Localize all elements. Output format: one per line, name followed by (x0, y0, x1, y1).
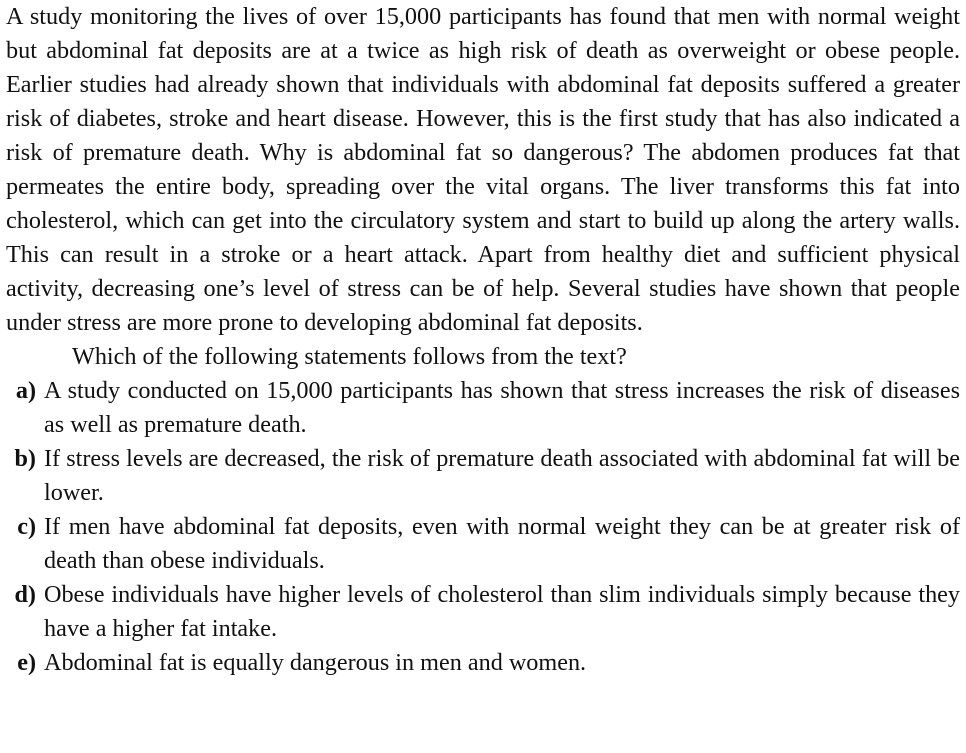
option-letter: e) (17, 649, 36, 676)
answer-option-b[interactable] (6, 442, 960, 510)
option-text: Abdominal fat is equally dangerous in men and women. (44, 649, 587, 676)
reading-passage: A study monitoring the lives of over 15,000 participants has found that men with normal weight but abdominal fat deposits are at a twice as high risk of death as overweight or obese people. Earlier studies had already shown that individuals with abdominal fat deposits suffered a greater risk of diabetes, stroke and heart disease. However, this is the first study that has also indicated a risk of premature death. Why is abdominal fat so dangerous? The abdomen produces fat that permeates the entire body, spreading over the vital organs. The liver transforms this fat into cholesterol, which can get into the circulatory system and start to build up along the artery walls. This can result in a stroke or a heart attack. Apart from healthy diet and sufficient physical activity, decreasing one’s level of stress can be of help. Several studies have shown that people under stress are more prone to developing abdominal fat deposits. (6, 3, 960, 336)
option-text: If men have abdominal fat deposits, even with normal weight they can be at greater risk of death than obese individuals. (44, 513, 960, 574)
option-text: Obese individuals have higher levels of cholesterol than slim individuals simply because they have a higher fat intake. (44, 581, 960, 642)
option-letter: b) (14, 445, 36, 472)
option-text: If stress levels are decreased, the risk of premature death associated with abdominal fat will be lower. (44, 445, 960, 506)
option-text: A study conducted on 15,000 participants has shown that stress increases the risk of diseases as well as premature death. (44, 377, 960, 438)
option-letter: c) (17, 513, 36, 540)
question-prompt: Which of the following statements follows from the text? (72, 343, 627, 370)
option-letter: a) (15, 377, 36, 404)
answer-option-c[interactable] (6, 510, 960, 578)
option-letter: d) (14, 581, 36, 608)
answer-option-e[interactable] (6, 646, 960, 680)
answer-option-d[interactable] (6, 578, 960, 646)
answer-option-a[interactable] (6, 374, 960, 442)
answer-options (6, 374, 960, 680)
